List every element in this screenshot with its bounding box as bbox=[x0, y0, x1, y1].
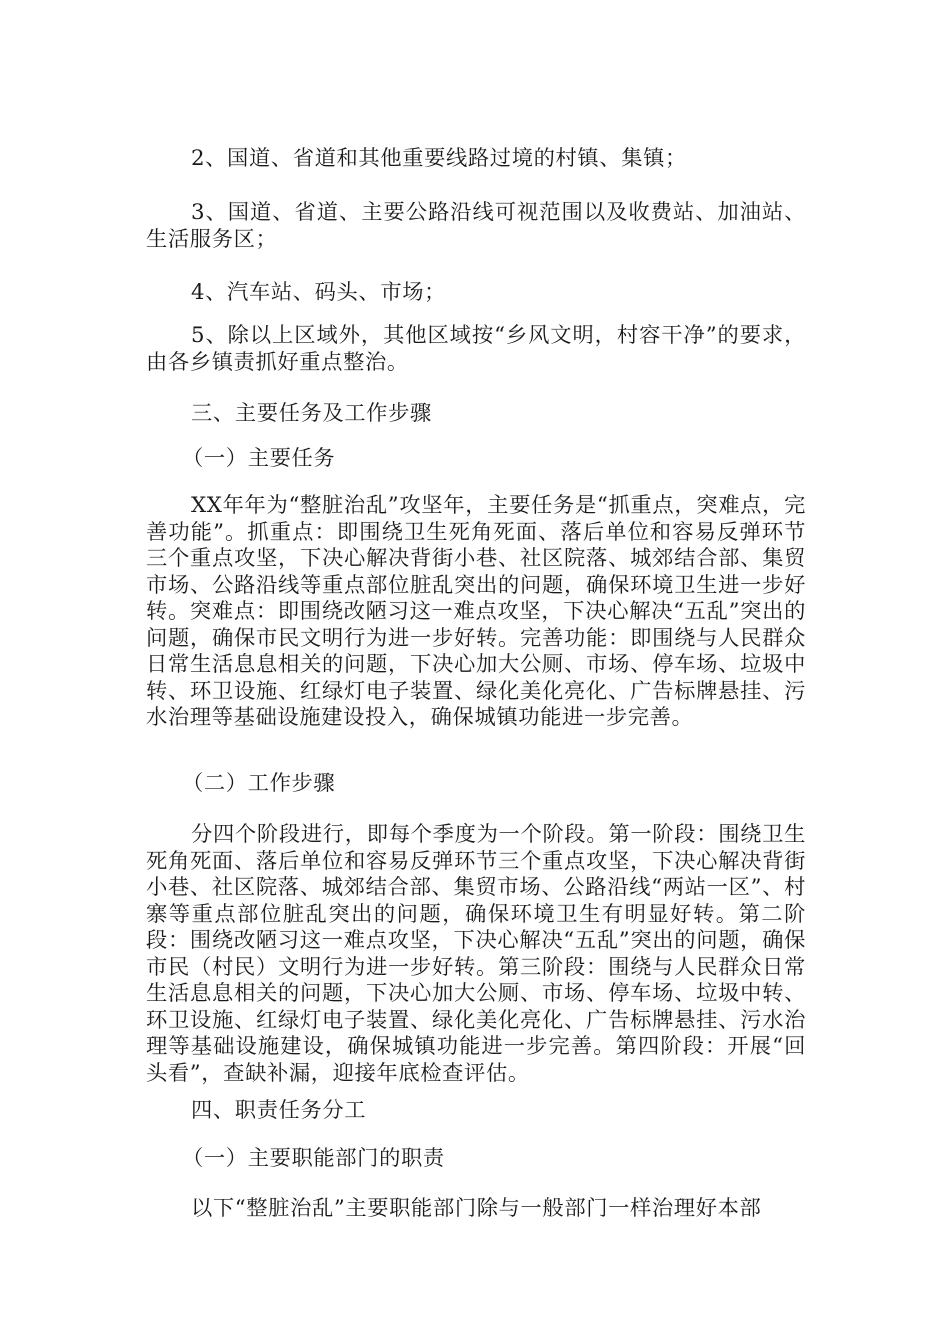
subsection-heading-3-2: （二）工作步骤 bbox=[182, 771, 336, 796]
paragraph-main-tasks: XX年年为“整脏治乱”攻坚年，主要任务是“抓重点，突难点，完善功能”。抓重点：即围绕卫生死角死面、落后单位和容易反弹环节三个重点攻坚，下决心解决背街小巷、社区院落、城郊结合部、集贸市场、公路沿线等重点部位脏乱突出的问题，确保环境卫生进一步好转。突难点：即围绕改陋习这一难点攻坚，下决心解决“五乱”突出的问题，确保市民文明行为进一步好转。完善功能：即围绕与人民群众日常生活息息相关的问题，下决心加大公厕、市场、停车场、垃圾中转、环卫设施、红绿灯电子装置、绿化美化亮化、广告标牌悬挂、污水治理等基础设施建设投入，确保城镇功能进一步完善。 bbox=[146, 493, 806, 730]
paragraph-work-steps: 分四个阶段进行，即每个季度为一个阶段。第一阶段：围绕卫生死角死面、落后单位和容易反弹环节三个重点攻坚，下决心解决背街小巷、社区院落、城郊结合部、集贸市场、公路沿线“两站一区”、村寨等重点部位脏乱突出的问题，确保环境卫生有明显好转。第二阶段：围绕改陋习这一难点攻坚，下决心解决“五乱”突出的问题，确保市民（村民）文明行为进一步好转。第三阶段：围绕与人民群众日常生活息息相关的问题，下决心加大公厕、市场、停车场、垃圾中转、环卫设施、红绿灯电子装置、绿化美化亮化、广告标牌悬挂、污水治理等基础设施建设，确保城镇功能进一步完善。第四阶段：开展“回头看”，查缺补漏，迎接年底检查评估。 bbox=[146, 822, 806, 1086]
paragraph-duties: 以下“整脏治乱”主要职能部门除与一般部门一样治理好本部 bbox=[191, 1196, 762, 1221]
list-item-3: 3、国道、省道、主要公路沿线可视范围以及收费站、加油站、生活服务区； bbox=[146, 200, 806, 252]
section-heading-3: 三、主要任务及工作步骤 bbox=[191, 401, 432, 426]
section-heading-4: 四、职责任务分工 bbox=[191, 1098, 367, 1123]
document-page bbox=[146, 0, 806, 1344]
subsection-heading-4-1: （一）主要职能部门的职责 bbox=[182, 1146, 445, 1171]
subsection-heading-3-1: （一）主要任务 bbox=[182, 446, 336, 471]
list-item-4: 4、汽车站、码头、市场； bbox=[191, 280, 447, 305]
list-item-2: 2、国道、省道和其他重要线路过境的村镇、集镇； bbox=[191, 146, 687, 171]
list-item-5: 5、除以上区域外，其他区域按“乡风文明，村容干净”的要求，由各乡镇责抓好重点整治。 bbox=[146, 323, 806, 375]
